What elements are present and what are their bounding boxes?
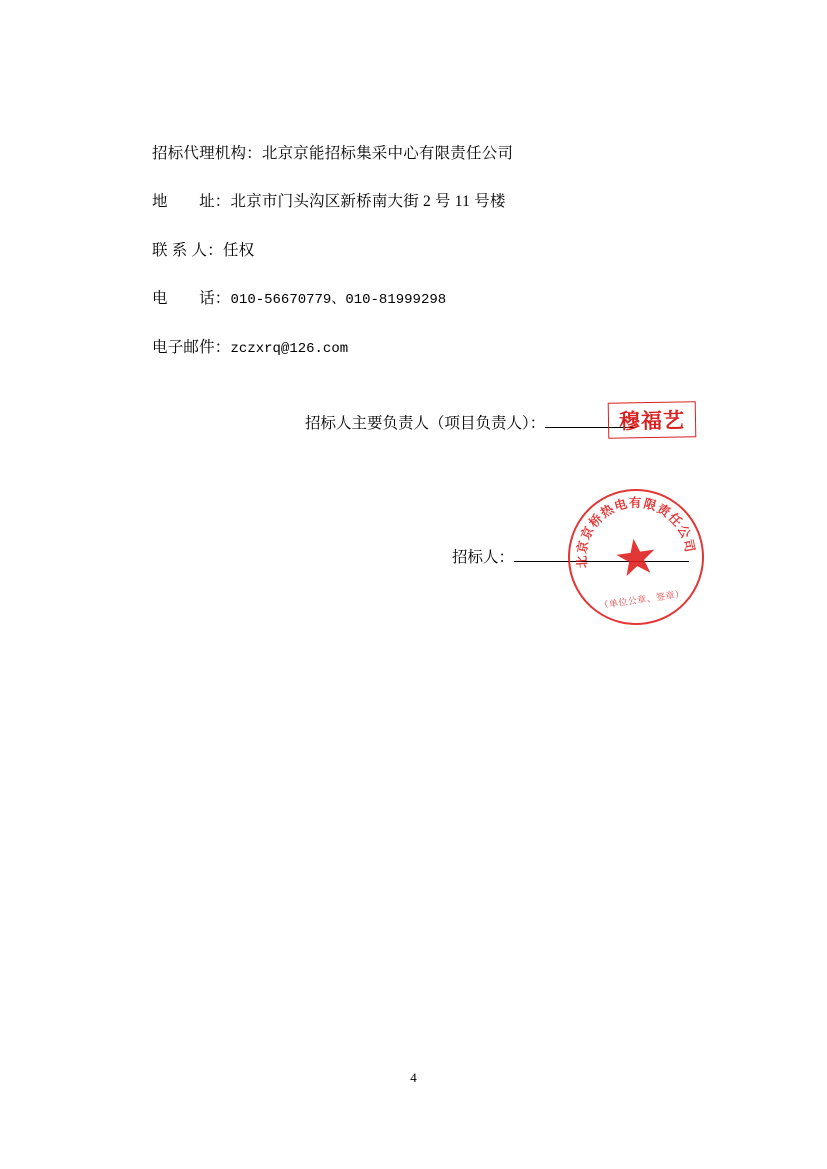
contact-line-address [152,190,712,213]
svg-text:北京京桥热电有限责任公司: 北京京桥热电有限责任公司 [574,495,698,569]
page-number: 4 [410,1070,417,1085]
contact-value-address: 北京市门头沟区新桥南大街 2 号 11 号楼 [230,193,506,211]
contact-value-agency: 北京京能招标集采中心有限责任公司 [261,145,514,162]
contact-line-person [152,239,712,262]
contact-value-email: zczxrq@126.com [230,340,349,357]
seal-star-icon [613,534,658,579]
signature-label-principal: 招标人主要负责人（项目负责人）： [305,415,546,432]
contact-line-agency [152,142,712,165]
contact-label-phone: 电 话： [152,289,231,307]
contact-info-block [152,142,712,385]
signature-row-principal [305,411,635,433]
handwritten-name-stamp: 穆福艺 [608,401,697,439]
contact-label-email: 电子邮件： [152,338,231,356]
seal-bottom-text: （单位公章、签章） [598,588,686,611]
contact-label-address: 地 址： [152,193,231,211]
signature-label-bidder: 招标人： [452,549,515,566]
contact-line-phone [152,287,712,311]
contact-line-email [152,336,712,360]
contact-label-agency: 招标代理机构： [152,145,262,162]
company-seal-stamp [559,480,713,634]
contact-value-person: 任权 [222,241,255,259]
contact-label-person: 联 系 人： [152,241,223,259]
contact-value-phone: 010-56670779、010-81999298 [230,291,447,308]
